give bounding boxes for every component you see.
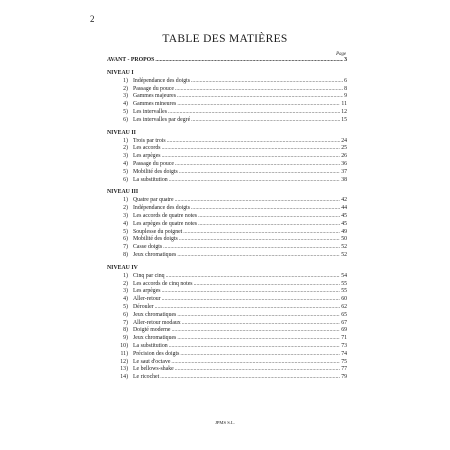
toc-entry-number: 1) — [123, 272, 128, 279]
toc-entry-label: Souplesse du poignet — [133, 228, 183, 235]
dot-leader — [183, 229, 340, 237]
section-heading-niveau-1: NIVEAU I — [107, 69, 134, 76]
toc-entry-label: Les intervalles — [133, 108, 167, 115]
dot-leader — [179, 236, 340, 244]
dot-leader — [167, 138, 341, 146]
toc-entry-label: Indépendance des doigts — [133, 205, 190, 212]
toc-entry-page: 38 — [341, 176, 347, 183]
page-column-label: Page — [336, 52, 346, 57]
toc-entry-page: 15 — [341, 116, 347, 123]
toc-entry-label: Casse doigts — [133, 244, 163, 251]
toc-entry-number: 13) — [120, 366, 128, 373]
toc-entry — [107, 244, 347, 252]
toc-entry-number: 5) — [123, 108, 128, 115]
toc-entry — [107, 320, 347, 328]
dot-leader — [191, 117, 340, 125]
toc-entry-label: Quatre par quatre — [133, 197, 174, 204]
toc-entry-label: Gammes mineures — [133, 101, 177, 108]
toc-entry-number: 10) — [120, 342, 128, 349]
dot-leader — [198, 221, 340, 229]
toc-entry-page: 36 — [341, 160, 347, 167]
toc-entry-label: Mobilité des doigts — [133, 168, 178, 175]
toc-entry-page: 74 — [341, 350, 347, 357]
toc-entry-label: Jeux chromatiques — [133, 311, 177, 318]
dot-leader — [191, 78, 343, 86]
dot-leader — [175, 86, 343, 94]
section-niveau-1 — [107, 78, 347, 125]
toc-entry-label: Le ricochet — [133, 374, 160, 381]
section-heading-niveau-4: NIVEAU IV — [107, 264, 138, 271]
toc-entry — [107, 101, 347, 109]
toc-entry-page: 25 — [341, 145, 347, 152]
dot-leader — [179, 169, 340, 177]
toc-entry-label: Indépendance des doigts — [133, 77, 190, 84]
dot-leader — [175, 161, 340, 169]
toc-entry-number: 3) — [123, 212, 128, 219]
toc-entry-label: Le saut d'octave — [133, 358, 171, 365]
toc-entry-number: 14) — [120, 374, 128, 381]
toc-entry-number: 6) — [123, 116, 128, 123]
toc-entry-number: 2) — [123, 145, 128, 152]
toc-entry-number: 3) — [123, 93, 128, 100]
toc-entry — [107, 145, 347, 153]
toc-entry-number: 2) — [123, 85, 128, 92]
toc-entry — [107, 169, 347, 177]
toc-entry — [107, 296, 347, 304]
toc-entry-number: 6) — [123, 176, 128, 183]
toc-entry-page: 8 — [344, 85, 347, 92]
toc-entry-number: 1) — [123, 197, 128, 204]
toc-entry-number: 12) — [120, 358, 128, 365]
toc-entry-number: 2) — [123, 280, 128, 287]
toc-entry-number: 1) — [123, 137, 128, 144]
table-of-contents — [107, 57, 347, 382]
toc-entry-number: 4) — [123, 220, 128, 227]
section-niveau-4 — [107, 273, 347, 382]
toc-entry — [107, 138, 347, 146]
toc-entry-page: 3 — [344, 57, 347, 63]
toc-entry — [107, 205, 347, 213]
dot-leader — [194, 281, 341, 289]
toc-entry-page: 67 — [341, 319, 347, 326]
toc-entry-number: 5) — [123, 303, 128, 310]
toc-entry-page: 42 — [341, 197, 347, 204]
toc-entry-number: 9) — [123, 335, 128, 342]
toc-entry — [107, 161, 347, 169]
toc-entry — [107, 117, 347, 125]
toc-entry-label: Les intervalles par degré — [133, 116, 191, 123]
toc-entry-number: 4) — [123, 101, 128, 108]
toc-entry — [107, 177, 347, 185]
dot-leader — [162, 288, 341, 296]
toc-entry-page: 79 — [341, 374, 347, 381]
toc-entry-label: Gammes majeures — [133, 93, 176, 100]
section-heading-niveau-3: NIVEAU III — [107, 189, 139, 196]
dot-leader — [191, 205, 340, 213]
toc-entry-label: Aller-retour — [133, 296, 161, 303]
toc-entry — [107, 78, 347, 86]
toc-entry-label: Les arpèges — [133, 153, 161, 160]
toc-entry-page: 54 — [341, 272, 347, 279]
toc-entry-label: Dérouler — [133, 303, 154, 310]
toc-entry-label: Les arpèges de quatre notes — [133, 220, 198, 227]
toc-entry-label: Doigté moderne — [133, 327, 171, 334]
toc-entry — [107, 197, 347, 205]
toc-entry-page: 62 — [341, 303, 347, 310]
toc-entry-page: 11 — [341, 101, 347, 108]
toc-entry-label: Le bellows-shake — [133, 366, 174, 373]
toc-entry-page: 69 — [341, 327, 347, 334]
toc-entry-number: 2) — [123, 205, 128, 212]
toc-entry-label: Jeux chromatiques — [133, 251, 177, 258]
toc-entry-label: Les arpèges — [133, 288, 161, 295]
toc-entry-number: 5) — [123, 228, 128, 235]
toc-entry-page: 44 — [341, 205, 347, 212]
toc-entry-label: Jeux chromatiques — [133, 335, 177, 342]
toc-entry — [107, 236, 347, 244]
toc-entry-page: 55 — [341, 280, 347, 287]
toc-entry — [107, 366, 347, 374]
toc-entry-number: 7) — [123, 319, 128, 326]
page-title: TABLE DES MATIÈRES — [162, 33, 288, 45]
page-number: 2 — [90, 14, 95, 24]
dot-leader — [182, 320, 341, 328]
dot-leader — [198, 213, 340, 221]
toc-entry-page: 65 — [341, 311, 347, 318]
toc-entry-number: 3) — [123, 288, 128, 295]
footer-publisher: JPMS S.L. — [215, 420, 235, 425]
toc-entry-number: 7) — [123, 244, 128, 251]
toc-entry-page: 24 — [341, 137, 347, 144]
toc-entry-label: Précision des doigts — [133, 350, 180, 357]
dot-leader — [162, 153, 341, 161]
toc-entry-page: 45 — [341, 212, 347, 219]
section-niveau-2 — [107, 138, 347, 185]
toc-entry-number: 5) — [123, 168, 128, 175]
toc-entry-number: 8) — [123, 327, 128, 334]
toc-entry-label: Passage du pouce — [133, 85, 174, 92]
toc-entry-page: 37 — [341, 168, 347, 175]
toc-entry — [107, 153, 347, 161]
toc-entry-label: Cinq par cinq — [133, 272, 165, 279]
toc-entry — [107, 93, 347, 101]
dot-leader — [166, 273, 341, 281]
toc-entry-page: 26 — [341, 153, 347, 160]
toc-entry — [107, 229, 347, 237]
dot-leader — [175, 366, 340, 374]
toc-entry — [107, 327, 347, 335]
toc-entry — [107, 374, 347, 382]
toc-entry-page: 52 — [341, 244, 347, 251]
toc-entry-label: Les accords — [133, 145, 161, 152]
toc-entry-label: AVANT - PROPOS — [107, 57, 155, 63]
dot-leader — [172, 327, 341, 335]
section-niveau-3 — [107, 197, 347, 259]
toc-entry-page: 77 — [341, 366, 347, 373]
toc-entry — [107, 288, 347, 296]
dot-leader — [169, 343, 341, 351]
dot-leader — [162, 296, 341, 304]
dot-leader — [162, 145, 341, 153]
toc-entry-page: 52 — [341, 251, 347, 258]
toc-entry-label: La substitution — [133, 176, 168, 183]
dot-leader — [163, 244, 340, 252]
toc-entry-label: Mobilité des doigts — [133, 236, 178, 243]
toc-entry-number: 4) — [123, 160, 128, 167]
dot-leader — [168, 109, 340, 117]
toc-entry — [107, 343, 347, 351]
toc-entry-page: 75 — [341, 358, 347, 365]
toc-entry-page: 45 — [341, 220, 347, 227]
toc-entry-label: Les accords de cinq notes — [133, 280, 193, 287]
toc-entry-page: 49 — [341, 228, 347, 235]
toc-entry — [107, 335, 347, 343]
dot-leader — [171, 359, 340, 367]
toc-entry-number: 3) — [123, 153, 128, 160]
toc-entry-label: Les accords de quatre notes — [133, 212, 198, 219]
dot-leader — [177, 335, 340, 343]
toc-entry — [107, 312, 347, 320]
toc-entry-number: 4) — [123, 296, 128, 303]
toc-entry-page: 50 — [341, 236, 347, 243]
toc-avant-propos — [107, 57, 347, 65]
dot-leader — [175, 197, 341, 205]
toc-entry — [107, 221, 347, 229]
toc-entry-number: 6) — [123, 311, 128, 318]
toc-entry — [107, 351, 347, 359]
toc-entry-number: 1) — [123, 77, 128, 84]
toc-entry — [107, 281, 347, 289]
toc-entry-page: 60 — [341, 296, 347, 303]
toc-entry — [107, 273, 347, 281]
toc-entry-page: 9 — [344, 93, 347, 100]
toc-entry — [107, 252, 347, 260]
section-heading-niveau-2: NIVEAU II — [107, 129, 136, 136]
toc-entry-number: 6) — [123, 236, 128, 243]
dot-leader — [169, 177, 341, 185]
toc-entry-label: Trois par trois — [133, 137, 166, 144]
dot-leader — [177, 93, 343, 101]
toc-entry-page: 6 — [344, 77, 347, 84]
toc-entry-page: 71 — [341, 335, 347, 342]
dot-leader — [177, 252, 340, 260]
toc-entry — [107, 304, 347, 312]
toc-entry-page: 55 — [341, 288, 347, 295]
toc-entry-page: 73 — [341, 342, 347, 349]
toc-entry-page: 12 — [341, 108, 347, 115]
toc-entry — [107, 359, 347, 367]
dot-leader — [160, 374, 340, 382]
dot-leader — [180, 351, 340, 359]
toc-entry — [107, 86, 347, 94]
toc-entry — [107, 109, 347, 117]
toc-entry — [107, 213, 347, 221]
toc-entry-label: Passage du pouce — [133, 160, 174, 167]
dot-leader — [177, 101, 340, 109]
toc-entry-number: 8) — [123, 251, 128, 258]
toc-entry-label: La substitution — [133, 342, 168, 349]
dot-leader — [155, 57, 343, 65]
dot-leader — [155, 304, 341, 312]
toc-entry-label: Aller-retour modaux — [133, 319, 181, 326]
dot-leader — [177, 312, 340, 320]
toc-entry-number: 11) — [120, 350, 128, 357]
